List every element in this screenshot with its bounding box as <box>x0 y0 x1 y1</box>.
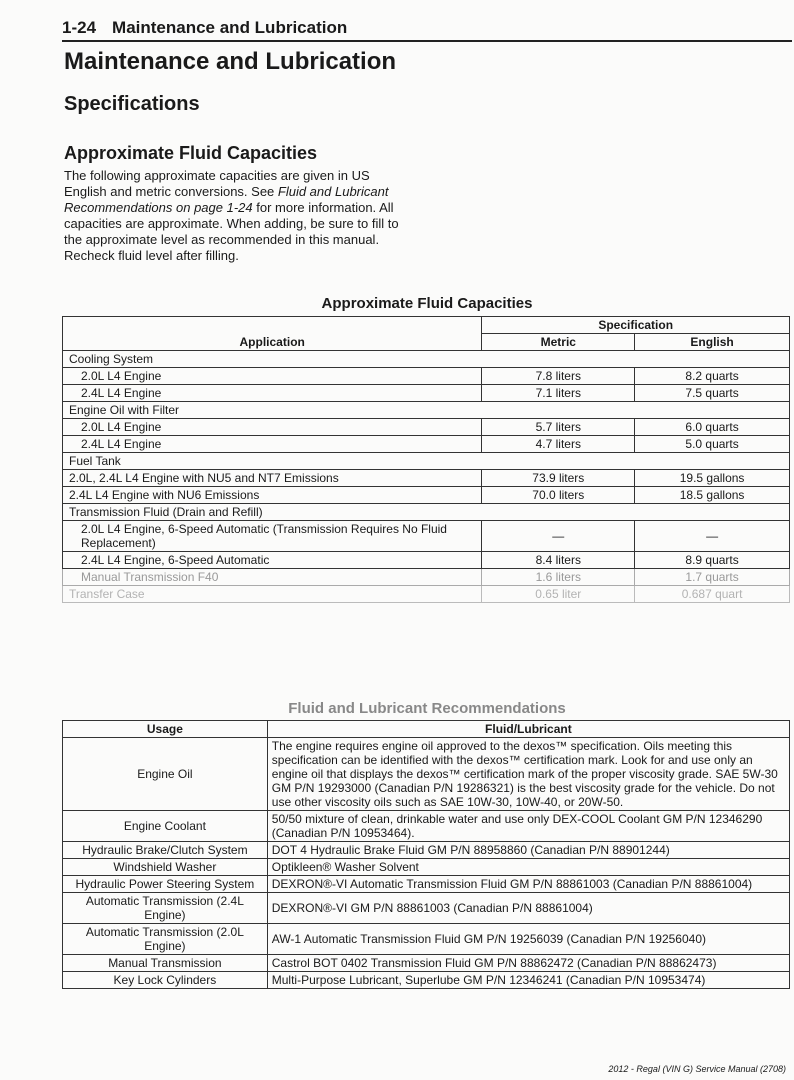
table-row <box>63 955 790 972</box>
capacity-table <box>62 316 790 603</box>
page-footer: 2012 - Regal (VIN G) Service Manual (2708) <box>608 1064 786 1074</box>
table-row <box>63 738 790 811</box>
table-row <box>63 351 790 368</box>
metric-cell: 4.7 liters <box>482 436 635 453</box>
subsection-title: Approximate Fluid Capacities <box>64 143 318 163</box>
application-cell: Manual Transmission F40 <box>63 569 482 586</box>
category-label: Transmission Fluid (Drain and Refill) <box>63 504 790 521</box>
page-header-title: Maintenance and Lubrication <box>112 18 348 37</box>
metric-cell: 7.1 liters <box>482 385 635 402</box>
metric-cell: 0.65 liter <box>482 586 635 603</box>
table-row <box>63 419 790 436</box>
fluid-cell: DEXRON®-VI Automatic Transmission Fluid GM P/N 88861003 (Canadian P/N 88861004) <box>267 876 789 893</box>
table-row <box>63 859 790 876</box>
fluid-header: Fluid/Lubricant <box>267 721 789 738</box>
english-cell: 0.687 quart <box>635 586 790 603</box>
metric-cell: 70.0 liters <box>482 487 635 504</box>
english-cell: 18.5 gallons <box>635 487 790 504</box>
table-row <box>63 487 790 504</box>
metric-cell: 8.4 liters <box>482 552 635 569</box>
english-header: English <box>635 334 790 351</box>
english-cell: 8.9 quarts <box>635 552 790 569</box>
metric-header: Metric <box>482 334 635 351</box>
usage-cell: Manual Transmission <box>63 955 268 972</box>
english-cell: 1.7 quarts <box>635 569 790 586</box>
table-row <box>63 876 790 893</box>
intro-text-2: for more information. All capacities are approximate. When adding, be sure to fill to the approximate level as recommended in this manual. Recheck fluid level after filling. <box>64 200 399 263</box>
metric-cell: — <box>482 521 635 552</box>
table-row <box>63 972 790 989</box>
table-row <box>63 521 790 552</box>
fluid-cell: Multi-Purpose Lubricant, Superlube GM P/N 12346241 (Canadian P/N 10953474) <box>267 972 789 989</box>
fluid-table <box>62 720 790 989</box>
application-cell: 2.0L, 2.4L L4 Engine with NU5 and NT7 Emissions <box>63 470 482 487</box>
fluid-cell: 50/50 mixture of clean, drinkable water and use only DEX-COOL Coolant GM P/N 12346290 (Canadian P/N 10953464). <box>267 811 789 842</box>
table-row <box>63 470 790 487</box>
application-header: Application <box>63 317 482 351</box>
usage-cell: Automatic Transmission (2.0L Engine) <box>63 924 268 955</box>
usage-header: Usage <box>63 721 268 738</box>
application-cell: 2.4L L4 Engine <box>63 436 482 453</box>
category-label: Engine Oil with Filter <box>63 402 790 419</box>
english-cell: — <box>635 521 790 552</box>
fluid-cell: DOT 4 Hydraulic Brake Fluid GM P/N 88958860 (Canadian P/N 88901244) <box>267 842 789 859</box>
table-row <box>63 893 790 924</box>
table-row <box>63 453 790 470</box>
specification-header: Specification <box>482 317 790 334</box>
table-row <box>63 811 790 842</box>
fluid-cell: Castrol BOT 0402 Transmission Fluid GM P/N 88862472 (Canadian P/N 88862473) <box>267 955 789 972</box>
category-label: Fuel Tank <box>63 453 790 470</box>
application-cell: 2.4L L4 Engine with NU6 Emissions <box>63 487 482 504</box>
usage-cell: Engine Coolant <box>63 811 268 842</box>
application-cell: 2.4L L4 Engine <box>63 385 482 402</box>
table-row <box>63 552 790 569</box>
usage-cell: Key Lock Cylinders <box>63 972 268 989</box>
table-row <box>63 586 790 603</box>
application-cell: 2.0L L4 Engine <box>63 368 482 385</box>
metric-cell: 5.7 liters <box>482 419 635 436</box>
english-cell: 8.2 quarts <box>635 368 790 385</box>
english-cell: 5.0 quarts <box>635 436 790 453</box>
intro-paragraph <box>64 168 404 264</box>
application-cell: 2.0L L4 Engine <box>63 419 482 436</box>
table-row <box>63 436 790 453</box>
capacity-table-title: Approximate Fluid Capacities <box>321 295 533 312</box>
application-cell: Transfer Case <box>63 586 482 603</box>
main-title: Maintenance and Lubrication <box>64 48 397 75</box>
page-number: 1-24 <box>62 18 97 37</box>
english-cell: 19.5 gallons <box>635 470 790 487</box>
table-row <box>63 504 790 521</box>
page-header <box>62 18 792 42</box>
usage-cell: Automatic Transmission (2.4L Engine) <box>63 893 268 924</box>
usage-cell: Engine Oil <box>63 738 268 811</box>
table-row <box>63 842 790 859</box>
table-row <box>63 569 790 586</box>
application-cell: 2.0L L4 Engine, 6-Speed Automatic (Transmission Requires No Fluid Replacement) <box>63 521 482 552</box>
table-row <box>63 924 790 955</box>
table-row <box>63 368 790 385</box>
fluid-table-title: Fluid and Lubricant Recommendations <box>288 700 566 717</box>
cross-reference-link[interactable]: Fluid and Lubricant Recommendations on page 1-24 <box>64 184 389 215</box>
fluid-cell: Optikleen® Washer Solvent <box>267 859 789 876</box>
table-row <box>63 402 790 419</box>
english-cell: 7.5 quarts <box>635 385 790 402</box>
application-cell: 2.4L L4 Engine, 6-Speed Automatic <box>63 552 482 569</box>
fluid-cell: AW-1 Automatic Transmission Fluid GM P/N 19256039 (Canadian P/N 19256040) <box>267 924 789 955</box>
usage-cell: Windshield Washer <box>63 859 268 876</box>
usage-cell: Hydraulic Power Steering System <box>63 876 268 893</box>
english-cell: 6.0 quarts <box>635 419 790 436</box>
table-row <box>63 385 790 402</box>
fluid-cell: The engine requires engine oil approved to the dexos™ specification. Oils meeting this specification can be identified with the dexos™ certification mark. Look for and use only an engine oil that displays the dexos™ certification mark of the proper viscosity grade. SAE 5W-30 GM P/N 19293000 (Canadian P/N 19286321) is the best viscosity grade for the vehicle. Do not use other viscosity oils such as SAE 10W-30, 10W-40, or 20W-50. <box>267 738 789 811</box>
metric-cell: 73.9 liters <box>482 470 635 487</box>
fluid-cell: DEXRON®-VI GM P/N 88861003 (Canadian P/N 88861004) <box>267 893 789 924</box>
category-label: Cooling System <box>63 351 790 368</box>
metric-cell: 7.8 liters <box>482 368 635 385</box>
intro-text-1: The following approximate capacities are given in US English and metric conversions. See <box>64 168 370 199</box>
usage-cell: Hydraulic Brake/Clutch System <box>63 842 268 859</box>
metric-cell: 1.6 liters <box>482 569 635 586</box>
section-title: Specifications <box>64 93 200 115</box>
